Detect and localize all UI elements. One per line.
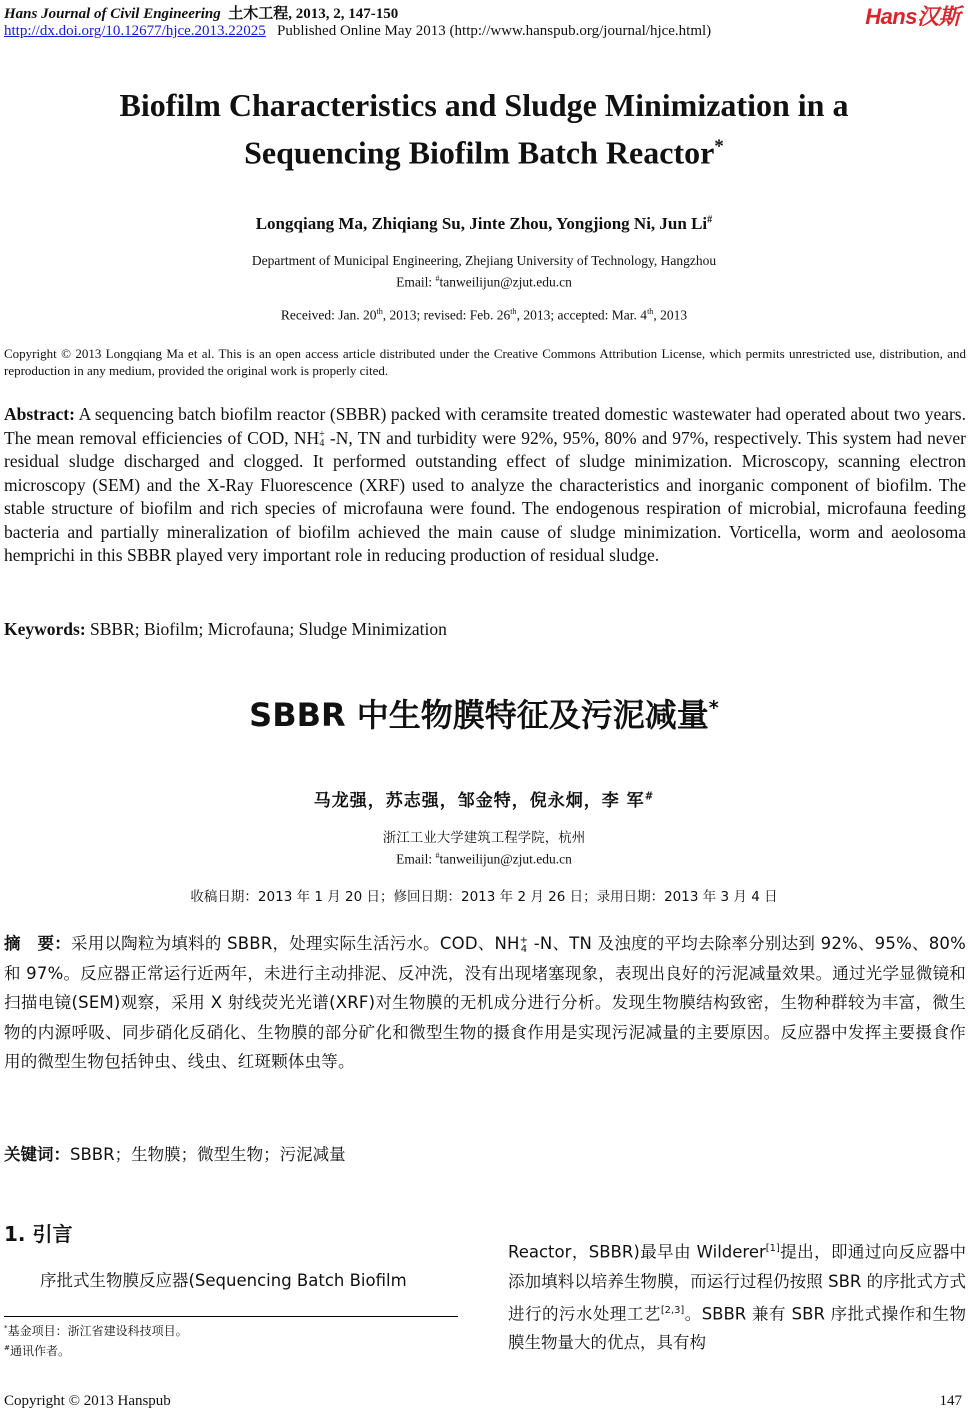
title-line-2: Sequencing Biofilm Batch Reactor — [244, 134, 715, 171]
keywords-text: SBBR; Biofilm; Microfauna; Sludge Minimization — [85, 619, 447, 639]
accepted-year: , 2013 — [653, 307, 688, 323]
journal-header — [4, 2, 398, 23]
cn-abstract-text-2: -N、TN 及浊度的平均去除率分别达到 92%、95%、80%和 97%。反应器正常运行近两年，未进行主动排泥、反冲洗，没有出现堵塞现象，表现出良好的污泥减量效果。通过光学显微镜和扫描电镜(SEM)观察，采用 X 射线荧光光谱(XRF)对生物膜的无机成分进行分析。发现生物膜结构致密，生物种群较为丰富，微生物的内源呼吸、同步硝化反硝化、生物膜的部分矿化和微型生物的摄食作用是实现污泥减量的主要原因。反应器中发挥主要摄食作用的微型生物包括钟虫、线虫、红斑颗体虫等。 — [4, 934, 967, 1071]
revised-sup: th — [510, 307, 517, 316]
section-heading: 1. 引言 — [4, 1222, 73, 1246]
citation-1[interactable]: [1] — [765, 1243, 780, 1254]
title-footnote-mark: * — [714, 136, 724, 157]
article-dates — [0, 307, 968, 324]
cn-keywords-label: 关键词： — [4, 1145, 70, 1164]
received-date: Received: Jan. 20 — [280, 307, 377, 323]
cn-school: 浙江工业大学建筑工程学院，杭州 — [382, 830, 586, 846]
footer-copyright: Copyright © 2013 Hanspub — [4, 1393, 171, 1409]
cn-nh4-sub: 4 — [520, 943, 528, 955]
nh4-formula: NH — [293, 427, 320, 448]
abstract-text-1: A sequencing batch biofilm reactor (SBBR) packed with ceramsite treated domestic wastewater had operated about two years. The mean removal efficiencies of COD, — [4, 404, 966, 448]
intro-left-column: 序批式生物膜反应器(Sequencing Batch Biofilm — [40, 1271, 407, 1290]
keywords-label: Keywords: — [4, 619, 86, 639]
footnote-2-mark: # — [4, 1343, 11, 1352]
cn-keywords-text: SBBR；生物膜；微型生物；污泥减量 — [70, 1145, 346, 1164]
accepted-sup: th — [647, 307, 654, 316]
title-line-1: Biofilm Characteristics and Sludge Minimization in a — [119, 87, 849, 123]
footnote-1-text: 基金项目：浙江省建设科技项目。 — [7, 1324, 188, 1338]
citation-2-3[interactable]: [2,3] — [660, 1304, 685, 1316]
doi-link[interactable]: http://dx.doi.org/10.12677/hjce.2013.22025 — [4, 23, 266, 39]
cn-email-address: tanweilijun@zjut.edu.cn — [439, 851, 572, 867]
footnote-divider — [4, 1316, 458, 1317]
published-info: Published Online May 2013 (http://www.hanspub.org/journal/hjce.html) — [277, 23, 712, 39]
cn-affiliation — [0, 829, 968, 869]
cn-email-label: Email: — [396, 851, 436, 867]
affiliation — [0, 252, 968, 292]
abstract-label: Abstract: — [4, 404, 75, 424]
accepted-date: , 2013; accepted: Mar. 4 — [516, 307, 648, 323]
copyright-notice: Copyright © 2013 Longqiang Ma et al. This is an open access article distributed under the Creative Commons Attribution License, which permits unrestricted use, distribution, and reproduction in any medium, provided the original work is properly cited. — [4, 346, 966, 378]
cn-abstract-label: 摘 要： — [4, 934, 71, 953]
email-address: tanweilijun@zjut.edu.cn — [439, 274, 572, 290]
department: Department of Municipal Engineering, Zhejiang University of Technology, Hangzhou — [251, 253, 717, 268]
cn-author-list — [0, 786, 968, 811]
cn-title-text: SBBR 中生物膜特征及污泥减量 — [249, 696, 709, 734]
cn-nh4-scripts — [520, 936, 529, 954]
footnote-2-text: 通讯作者。 — [10, 1344, 71, 1358]
keywords-en — [4, 619, 447, 640]
cn-abstract-text-1: 采用以陶粒为填料的 SBBR，处理实际生活污水。COD、 — [70, 934, 495, 953]
cn-author-names: 马龙强，苏志强，邹金特，倪永炯，李 军 — [313, 791, 645, 811]
footnote-1-mark: * — [4, 1323, 8, 1332]
cn-nh4-formula: NH — [494, 934, 520, 953]
keywords-cn — [4, 1141, 346, 1165]
journal-cn-info: 土木工程, 2013, 2, 147-150 — [228, 6, 399, 22]
revised-date: , 2013; revised: Feb. 26 — [382, 307, 511, 323]
journal-name: Hans Journal of Civil Engineering — [4, 6, 221, 22]
cn-nh4-sup: + — [519, 934, 529, 946]
paper-title — [0, 84, 968, 174]
author-names: Longqiang Ma, Zhiqiang Su, Jinte Zhou, Yongjiong Ni, Jun Li — [255, 214, 708, 233]
cn-title-mark: * — [708, 696, 719, 720]
footnote-funding — [4, 1322, 188, 1339]
cn-dates: 收稿日期：2013 年 1 月 20 日；修回日期：2013 年 2 月 26 日；录用日期：2013 年 3 月 4 日 — [190, 889, 778, 905]
abstract-text-2: -N, TN and turbidity were 92%, 95%, 80% and 97%, respectively. This system had never residual sludge discharged and clogged. It performed outstanding effect of sludge minimization. Microscopy, scanning electron microscopy (SEM) and the X-Ray Fluorescence (XRF) used to analyze the characteristics and inorganic component of biofilm. The stable structure of biofilm and rich species of microfauna were found. The endogenous respiration of microbial, microfauna feeding bacteria and partially mineralization of biofilm achieved the main cause of sludge minimization. Vorticella, worm and aeolosoma hemprichi in this SBBR played very important role in reducing production of residual sludge. — [4, 427, 966, 565]
intro-text-2: 提出，即通过向反应器中添加填料以培养生物膜，而运行过程仍按照 SBR 的序批式方式进行的污水处理工艺 — [508, 1242, 966, 1323]
intro-right-column — [508, 1234, 966, 1357]
cn-email-mark: # — [435, 851, 440, 860]
email-mark: # — [435, 274, 440, 283]
page-number: 147 — [939, 1393, 962, 1409]
publisher-logo: Hans汉斯 — [865, 4, 960, 29]
nh4-sup: + — [319, 429, 325, 441]
intro-text-1: Reactor，SBBR)最早由 Wilderer — [508, 1242, 766, 1262]
email-label: Email: — [396, 274, 436, 290]
intro-text-3: 。SBBR 兼有 SBR 序批式操作和生物膜生物量大的优点，具有构 — [508, 1304, 966, 1352]
abstract-en — [4, 403, 966, 568]
abstract-cn — [4, 929, 966, 1077]
doi-line — [4, 23, 711, 40]
footnote-corresponding — [4, 1342, 70, 1359]
corresponding-mark: # — [707, 214, 713, 226]
cn-corresponding-mark: # — [644, 791, 655, 803]
author-list — [0, 214, 968, 234]
cn-title — [0, 690, 968, 736]
nh4-sub: 4 — [319, 438, 325, 450]
received-sup: th — [376, 307, 383, 316]
